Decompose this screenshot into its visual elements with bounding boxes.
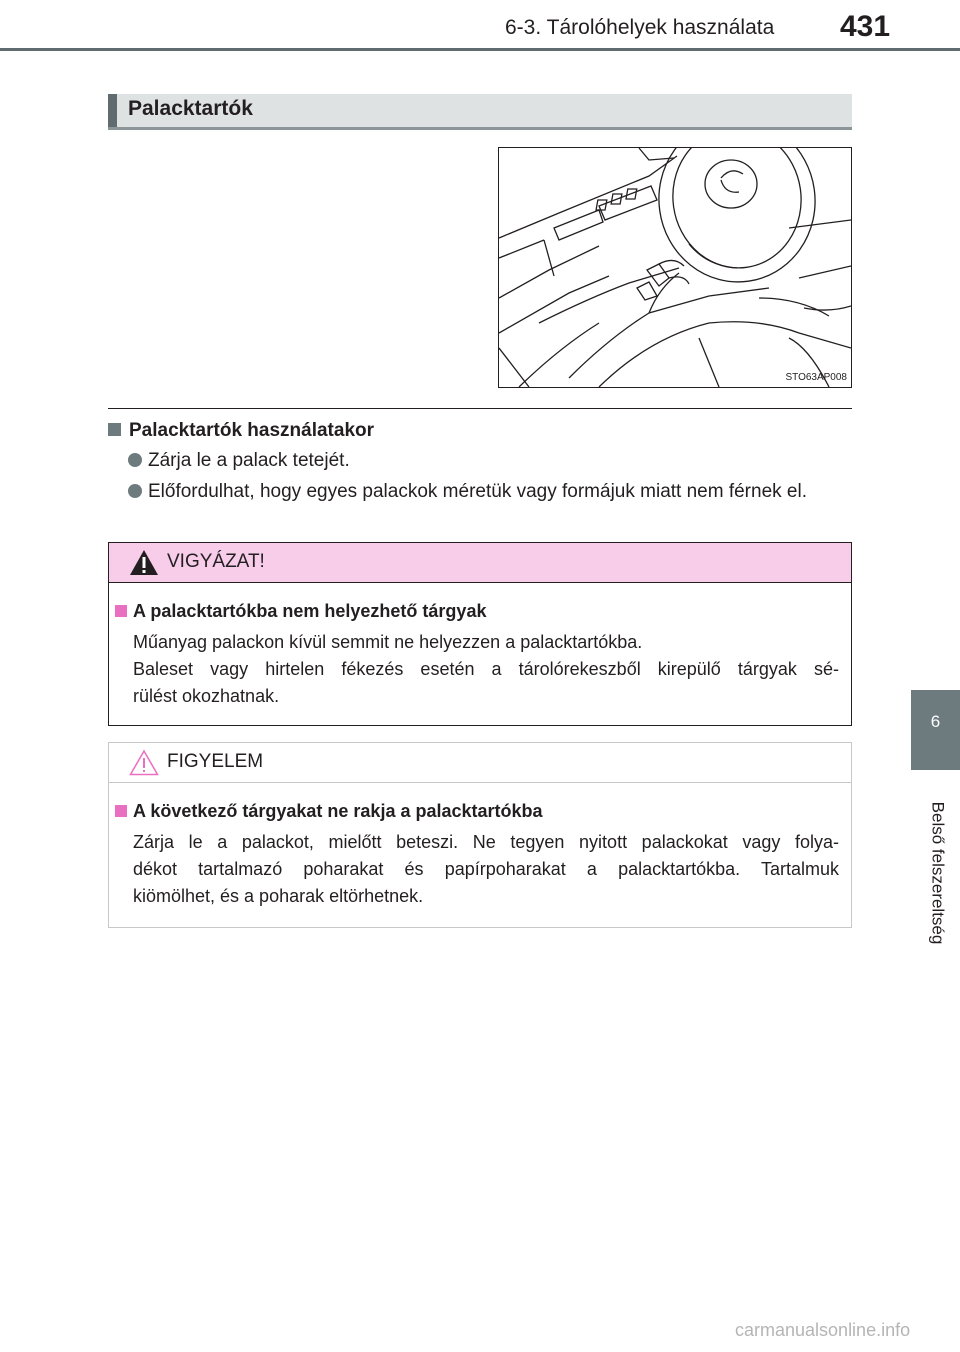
header-rule [0,48,960,51]
notice-header [109,743,851,783]
usage-heading [108,420,374,442]
car-interior-illustration [499,148,851,387]
caution-header [109,543,851,583]
section-title: Palacktartók [128,97,253,120]
usage-bullet-2: Előfordulhat, hogy egyes palackok méretük vagy formájuk miatt nem férnek el. [148,481,807,502]
bullet-dot-icon [128,478,148,505]
bottle-holder-figure [498,147,852,388]
chapter-title: 6-3. Tárolóhelyek használata [505,16,775,39]
usage-heading-text: Palacktartók használatakor [129,420,375,441]
notice-label: FIGYELEM [167,751,264,772]
square-bullet-icon [115,805,127,817]
warning-triangle-outline-icon [129,749,159,776]
notice-text [133,829,839,910]
usage-bullet-1: Zárja le a palack tetejét. [148,450,350,471]
watermark: carmanualsonline.info [735,1320,911,1340]
section-rule [108,408,852,409]
chapter-tab-label: Belső felszereltség [928,801,948,945]
square-bullet-icon [115,605,127,617]
caution-box [108,542,852,726]
square-bullet-icon [108,423,121,436]
caution-text [133,629,839,710]
chapter-tab-number: 6 [911,690,960,770]
notice-line: Zárja le a palackot, mielőtt beteszi. Ne tegyen nyitott palackokat vagy folya- [133,832,839,852]
page-number: 431 [840,10,891,43]
section-header [108,94,852,130]
caution-label: VIGYÁZAT! [167,551,265,572]
notice-heading [115,801,543,822]
section-header-bar [108,94,117,127]
caution-line: rülést okozhatnak. [133,686,280,706]
warning-triangle-icon [129,549,159,576]
notice-line: dékot tartalmazó poharakat és papírpoharakat a palacktartókba. Tartalmuk [133,859,839,879]
notice-heading-text: A következő tárgyakat ne rakja a palacktartókba [133,801,543,821]
notice-box [108,742,852,928]
caution-line: Műanyag palackon kívül semmit ne helyezzen a palacktartókba. [133,632,643,652]
caution-line: Baleset vagy hirtelen fékezés esetén a tárolórekeszből kirepülő tárgyak sé- [133,659,839,679]
bullet-dot-icon [128,447,148,474]
figure-code: STO63AP008 [785,372,847,383]
caution-heading-text: A palacktartókba nem helyezhető tárgyak [133,601,487,621]
caution-heading [115,601,486,622]
notice-line: kiömölhet, és a poharak eltörhetnek. [133,886,424,906]
